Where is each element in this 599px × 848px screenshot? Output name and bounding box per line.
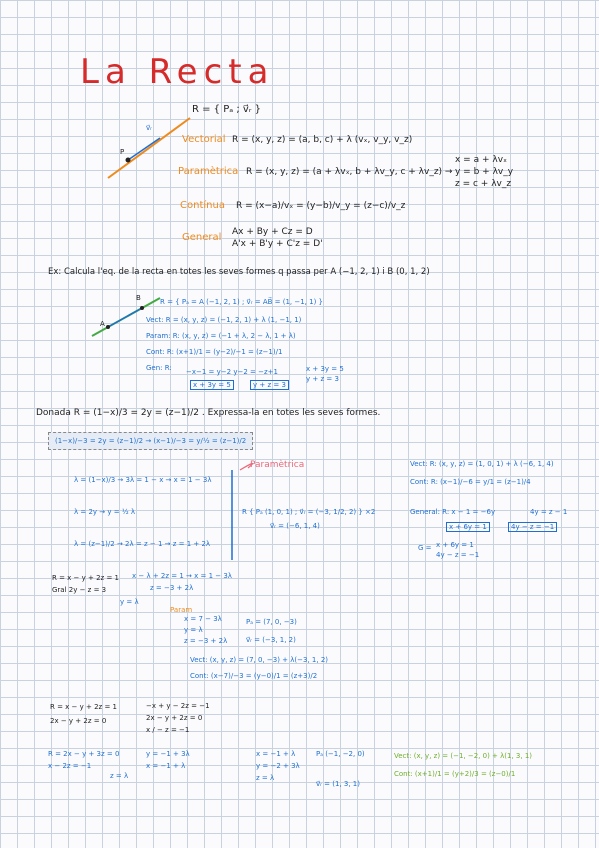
ex1-set: R = { Pₐ = A (−1, 2, 1) ; v⃗ᵣ = AB⃗ = (1, −1, 1) } bbox=[160, 298, 323, 306]
ex4-cont: Cont: (x+1)/1 = (y+2)/3 = (z−0)/1 bbox=[394, 770, 516, 778]
ex3-mid: x − λ + 2z = 1 → x = 1 − 3λ bbox=[132, 572, 232, 580]
parametrica-eq: R = (x, y, z) = (a + λvₓ, b + λv_y, c + λv_z) → bbox=[246, 167, 453, 177]
ex4-eq-1: R = x − y + 2z = 1 bbox=[50, 703, 117, 711]
ex1-gen-box-1: x + 3y = 5 bbox=[190, 380, 234, 390]
ex2-vr: v⃗ᵣ = (−6, 1, 4) bbox=[270, 522, 320, 530]
point-marker bbox=[126, 158, 131, 163]
ex3-vect: Vect: (x, y, z) = (7, 0, −3) + λ(−3, 1, 2) bbox=[190, 656, 329, 664]
ex4-bmid-1: y = −1 + 3λ bbox=[146, 750, 190, 758]
ex3-psys-1: x = 7 − 3λ bbox=[184, 615, 222, 623]
ex1-vect: Vect: R = (x, y, z) = (−1, 2, 1) + λ (1, −1, 1) bbox=[146, 316, 302, 324]
continua-label: Contínua bbox=[180, 200, 225, 211]
ex1-gen-eq-2: y + z = 3 bbox=[306, 375, 339, 383]
ex1-gen-box-2: y + z = 3 bbox=[250, 380, 289, 390]
ex4-bmid-2: x = −1 + λ bbox=[146, 762, 186, 770]
ex3-cont: Cont: (x−7)/−3 = (y−0)/1 = (z+3)/2 bbox=[190, 672, 318, 680]
ex3-mid2: z = −3 + 2λ bbox=[150, 584, 194, 592]
ex3-param-label: Param bbox=[170, 606, 193, 614]
ex2-cont: Cont: R: (x−1)/−6 = y/1 = (z−1)/4 bbox=[410, 478, 531, 486]
ex4-rsys-3: z = λ bbox=[256, 774, 275, 782]
ex2-gen2: 4y = z − 1 bbox=[530, 508, 568, 516]
vector-label: v⃗ᵣ bbox=[146, 124, 152, 132]
ex3-small: y = λ bbox=[120, 598, 139, 606]
ex4-z: z = λ bbox=[110, 772, 129, 780]
continua-eq: R = (x−a)/vₓ = (y−b)/v_y = (z−c)/v_z bbox=[236, 201, 406, 211]
ex4-right bbox=[146, 700, 210, 736]
parametrica-y: y = b + λv_y bbox=[455, 167, 514, 177]
parametrica-system bbox=[455, 154, 513, 190]
ex4-bsys-2: x − 2z = −1 bbox=[48, 762, 92, 770]
point-a-label: A bbox=[100, 320, 105, 328]
ex4-bsys bbox=[48, 748, 119, 772]
ex2-statement: Donada R = (1−x)/3 = 2y = (z−1)/2 . Expressa-la en totes les seves formes. bbox=[36, 408, 381, 418]
ex2-boxed: (1−x)/−3 = 2y = (z−1)/2 → (x−1)/−3 = y/½ = (z−1)/2 bbox=[48, 432, 253, 450]
ex3-psys-2: y = λ bbox=[184, 626, 203, 634]
parametrica-note: Paramètrica bbox=[250, 460, 305, 470]
point-b-marker bbox=[140, 306, 144, 310]
ex3-eq-1: R = x − y + 2z = 1 bbox=[52, 574, 119, 582]
ex1-gen-prefix: Gen: R: bbox=[146, 364, 172, 372]
ex2-gsys bbox=[436, 540, 479, 560]
general-eq-1: Ax + By + Cz = D bbox=[232, 227, 313, 237]
ex3-system bbox=[52, 572, 119, 596]
ex2-l3: λ = (z−1)/2 → 2λ = z − 1 → z = 1 + 2λ bbox=[74, 540, 211, 548]
parametrica-x: x = a + λvₓ bbox=[455, 155, 508, 165]
ex4-pa: Pₐ (−1, −2, 0) bbox=[316, 750, 365, 758]
ex4-eq-2: 2x − y + 2z = 0 bbox=[50, 717, 107, 725]
ex1-cont: Cont: R: (x+1)/1 = (y−2)/−1 = (z−1)/1 bbox=[146, 348, 283, 356]
ex2-l2: λ = 2y → y = ½ λ bbox=[74, 508, 135, 516]
general-eq-2: A'x + B'y + C'z = D' bbox=[232, 239, 323, 249]
ex1-gen-eq-1: x + 3y = 5 bbox=[306, 365, 344, 373]
point-b-label: B bbox=[136, 294, 141, 302]
ex2-l1: λ = (1−x)/3 → 3λ = 1 − x → x = 1 − 3λ bbox=[74, 476, 212, 484]
ex4-bsys-1: R = 2x − y + 3z = 0 bbox=[48, 750, 120, 758]
ex3-psys bbox=[184, 614, 227, 647]
def-set: R = { Pₐ ; v⃗ᵣ } bbox=[192, 104, 261, 115]
ex4-right-2: 2x − y + 2z = 0 bbox=[146, 714, 203, 722]
ex1-param: Param: R: (x, y, z) = (−1 + λ, 2 − λ, 1 + λ) bbox=[146, 332, 296, 340]
ex4-vect: Vect: (x, y, z) = (−1, −2, 0) + λ(1, 3, 1) bbox=[394, 752, 533, 760]
ex1-gen-mid: −x−1 = y−2 y−2 = −z+1 bbox=[186, 368, 278, 376]
ex4-right-3: x / − z = −1 bbox=[146, 726, 190, 734]
direction-arrow-2 bbox=[108, 308, 142, 327]
ex3-vr: v⃗ᵣ = (−3, 1, 2) bbox=[246, 636, 296, 644]
parametrica-label: Paramètrica bbox=[178, 166, 239, 177]
point-label: P bbox=[120, 148, 125, 156]
ex2-gen: General: R: x − 1 = −6y bbox=[410, 508, 496, 516]
ex4-system bbox=[50, 700, 117, 728]
parametrica-z: z = c + λv_z bbox=[455, 179, 512, 189]
ex2-gsys-1: x + 6y = 1 bbox=[436, 541, 474, 549]
ex4-rsys bbox=[256, 748, 300, 784]
general-system bbox=[232, 226, 323, 250]
ex2-box-2: 4y − z = −1 bbox=[508, 522, 557, 532]
ex3-pa: Pₐ = (7, 0, −3) bbox=[246, 618, 297, 626]
direction-arrow bbox=[128, 138, 160, 160]
ex2-vect: Vect: R: (x, y, z) = (1, 0, 1) + λ (−6, 1, 4) bbox=[410, 460, 554, 468]
ex4-vr: v⃗ᵣ = (1, 3, 1) bbox=[316, 780, 360, 788]
ex4-right-1: −x + y − 2z = −1 bbox=[146, 702, 210, 710]
ex2-pr: R { Pₐ (1, 0, 1) ; v⃗ᵣ = (−3, 1/2, 2) } ×2 bbox=[242, 508, 376, 516]
general-label: General bbox=[182, 232, 222, 243]
ex2-gsys-pre: G = bbox=[418, 544, 432, 552]
ex2-gsys-2: 4y − z = −1 bbox=[436, 551, 480, 559]
vectorial-eq: R = (x, y, z) = (a, b, c) + λ (vₓ, v_y, v_z) bbox=[232, 135, 413, 145]
ex2-box-1: x + 6y = 1 bbox=[446, 522, 490, 532]
ex3-eq-2: Gral 2y − z = 3 bbox=[52, 586, 107, 594]
ex3-psys-3: z = −3 + 2λ bbox=[184, 637, 228, 645]
vectorial-label: Vectorial bbox=[182, 134, 226, 145]
ex4-rsys-2: y = −2 + 3λ bbox=[256, 762, 300, 770]
ex4-rsys-1: x = −1 + λ bbox=[256, 750, 296, 758]
ex1-statement: Ex: Calcula l'eq. de la recta en totes les seves formes q passa per A (−1, 2, 1) i B (0, 1, 2) bbox=[48, 267, 430, 277]
ex1-gen-system bbox=[306, 364, 344, 384]
page-title: La Recta bbox=[80, 52, 275, 92]
ex4-bmid bbox=[146, 748, 190, 772]
point-a-marker bbox=[106, 325, 110, 329]
